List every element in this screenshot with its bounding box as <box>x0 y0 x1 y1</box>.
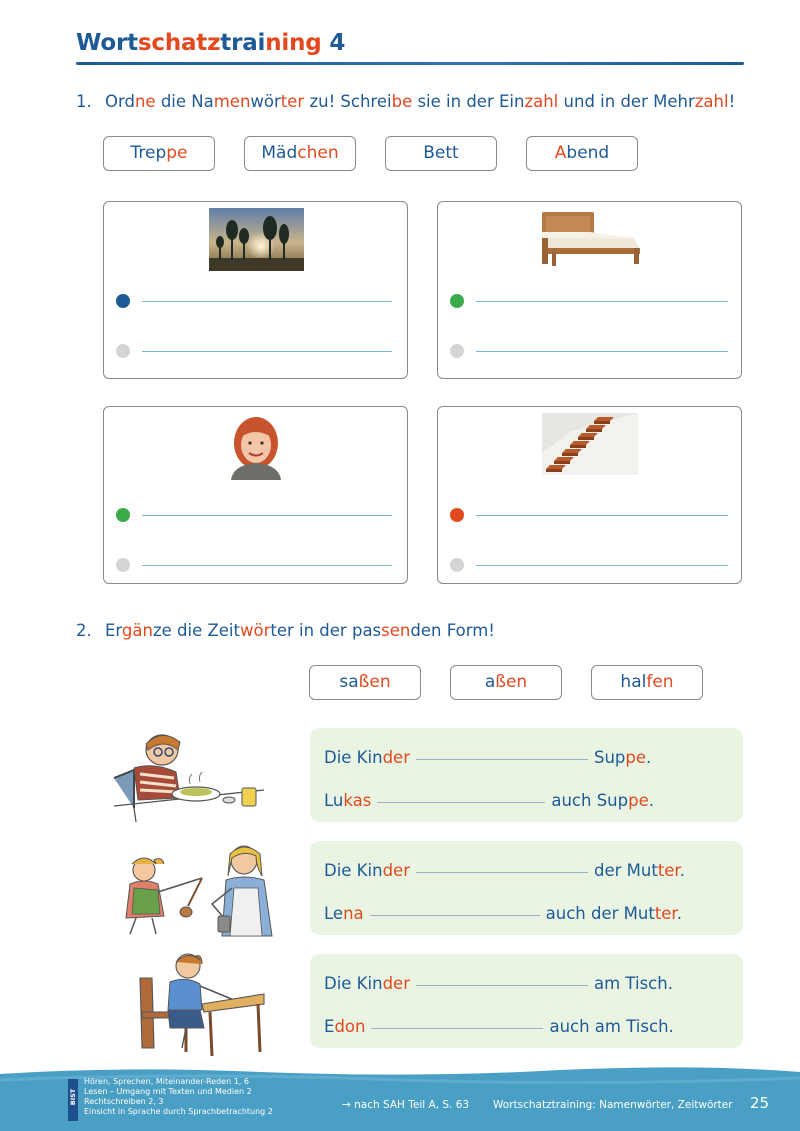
sentence-text <box>324 861 410 880</box>
text-segment: den Form! <box>410 621 495 640</box>
text-segment: a <box>484 672 496 692</box>
text-segment: 4 <box>321 30 346 56</box>
text-segment: . <box>679 861 685 880</box>
wooden-stairs-photo <box>542 413 638 475</box>
text-segment: zu! Schrei <box>304 92 392 111</box>
text-segment: der Mut <box>593 861 658 880</box>
verb-card-sassen[interactable] <box>309 665 421 700</box>
text-segment: A <box>554 143 567 163</box>
sentence-text <box>324 904 364 923</box>
sentence-box-2 <box>310 841 743 935</box>
title-underline <box>76 62 744 65</box>
singular-dot <box>116 508 130 522</box>
text-segment: Le <box>324 904 344 923</box>
plural-dot <box>116 344 130 358</box>
gap-line[interactable] <box>416 985 588 986</box>
plural-dot <box>116 558 130 572</box>
text-segment: Mäd <box>261 143 298 163</box>
text-segment: trai <box>220 30 266 56</box>
text-segment: Die Kin <box>324 861 383 880</box>
text-segment: don <box>334 1017 366 1036</box>
sentence-text <box>324 974 410 993</box>
gap-line[interactable] <box>370 915 540 916</box>
text-segment: Wort <box>76 30 138 56</box>
text-segment: Ord <box>105 92 135 111</box>
text-segment: ne <box>134 92 156 111</box>
standard-item: Hören, Sprechen, Miteinander-Reden 1, 6 <box>84 1077 249 1086</box>
text-segment: hal <box>620 672 647 692</box>
text-segment: sie in der Ein <box>412 92 525 111</box>
noun-card-abend <box>103 201 408 379</box>
sentence-text <box>594 861 685 880</box>
text-segment: . <box>676 904 682 923</box>
text-segment: bend <box>566 143 610 163</box>
text-segment: ßen <box>495 672 528 692</box>
word-card-bett[interactable] <box>385 136 497 171</box>
task-1-text <box>105 92 735 111</box>
sentence-text <box>551 791 654 810</box>
text-segment: wör <box>240 621 271 640</box>
task-1-instruction <box>76 92 735 111</box>
text-segment: pe <box>625 748 647 767</box>
plural-write-line[interactable] <box>142 565 392 566</box>
text-segment: ter <box>657 861 680 880</box>
sentence-text <box>549 1017 673 1036</box>
sentence-box-1 <box>310 728 743 822</box>
text-segment: Die Kin <box>324 974 383 993</box>
text-segment: be <box>391 92 413 111</box>
sentence-text <box>594 748 651 767</box>
plural-dot <box>450 558 464 572</box>
plural-dot <box>450 344 464 358</box>
plural-write-line[interactable] <box>476 565 728 566</box>
text-segment: sen <box>381 621 411 640</box>
text-segment: und in der Mehr <box>558 92 695 111</box>
noun-card-bett <box>437 201 742 379</box>
reference-link: → nach SAH Teil A, S. 63 <box>342 1099 470 1111</box>
text-segment: E <box>324 1017 335 1036</box>
gap-line[interactable] <box>416 872 588 873</box>
text-segment: pe <box>628 791 649 810</box>
text-segment: . <box>648 791 654 810</box>
text-segment: zahl <box>694 92 729 111</box>
text-segment: kas <box>343 791 372 810</box>
task-2-number: 2. <box>76 621 92 640</box>
singular-write-line[interactable] <box>142 301 392 302</box>
text-segment: zahl <box>524 92 559 111</box>
standard-item: Rechtschreiben 2, 3 <box>84 1097 164 1106</box>
text-segment: schatz <box>137 30 221 56</box>
sentence-3b <box>324 1017 674 1036</box>
sentence-1b <box>324 791 654 810</box>
singular-write-line[interactable] <box>476 301 728 302</box>
text-segment: Trep <box>130 143 167 163</box>
text-segment: am Tisch. <box>593 974 673 993</box>
sentence-text <box>324 791 371 810</box>
text-segment: Sup <box>593 748 626 767</box>
text-segment: men <box>213 92 251 111</box>
noun-card-treppe <box>437 406 742 584</box>
text-segment: Er <box>105 621 122 640</box>
page-number: 25 <box>750 1094 770 1112</box>
text-segment: ßen <box>358 672 391 692</box>
text-segment: Bett <box>423 143 459 163</box>
standards-list <box>84 1077 273 1117</box>
sentence-text <box>324 748 410 767</box>
gap-line[interactable] <box>377 802 545 803</box>
text-segment: Die Kin <box>324 748 383 767</box>
text-segment: Lu <box>324 791 344 810</box>
text-segment: ter <box>280 92 305 111</box>
noun-card-maedchen <box>103 406 408 584</box>
task-2-instruction <box>76 621 495 640</box>
task-1-number: 1. <box>76 92 92 111</box>
text-segment: ter <box>654 904 677 923</box>
verb-card-assen[interactable] <box>450 665 562 700</box>
singular-dot <box>116 294 130 308</box>
sentence-2a <box>324 861 685 880</box>
text-segment: auch am Tisch. <box>549 1017 674 1036</box>
plural-write-line[interactable] <box>142 351 392 352</box>
bist-badge: BIST <box>68 1079 78 1121</box>
text-segment: auch Sup <box>551 791 629 810</box>
sentence-2b <box>324 904 682 923</box>
text-segment: der <box>382 748 410 767</box>
text-segment: chen <box>297 143 339 163</box>
text-segment: die Na <box>155 92 214 111</box>
text-segment: pe <box>166 143 188 163</box>
sentence-1a <box>324 748 651 767</box>
boy-sitting-at-table-drawing <box>130 948 270 1058</box>
standard-item: Einsicht in Sprache durch Sprachbetrachtung 2 <box>84 1107 273 1116</box>
page-title <box>76 30 345 56</box>
text-segment: der <box>382 974 410 993</box>
text-segment: auch der Mut <box>545 904 655 923</box>
word-card-maedchen[interactable] <box>244 136 356 171</box>
sentence-text <box>594 974 673 993</box>
text-segment: fen <box>646 672 674 692</box>
wooden-bed-photo <box>536 208 642 268</box>
singular-write-line[interactable] <box>142 515 392 516</box>
footer-topic: Wortschatztraining: Namenwörter, Zeitwörter <box>493 1099 733 1111</box>
gap-line[interactable] <box>416 759 588 760</box>
task-2-text <box>105 621 495 640</box>
gap-line[interactable] <box>371 1028 543 1029</box>
text-segment: ning <box>265 30 322 56</box>
text-segment: der <box>382 861 410 880</box>
sunset-trees-photo <box>209 208 304 271</box>
sentence-3a <box>324 974 673 993</box>
text-segment: ze die Zeit <box>152 621 240 640</box>
sentence-text <box>546 904 682 923</box>
text-segment: ! <box>728 92 736 111</box>
text-segment: ter in der pas <box>270 621 382 640</box>
plural-write-line[interactable] <box>476 351 728 352</box>
children-helping-mother-drawing <box>106 842 286 939</box>
text-segment: gän <box>121 621 153 640</box>
singular-dot <box>450 294 464 308</box>
standard-item: Lesen – Umgang mit Texten und Medien 2 <box>84 1087 252 1096</box>
singular-write-line[interactable] <box>476 515 728 516</box>
verb-card-halfen[interactable] <box>591 665 703 700</box>
sentence-text <box>324 1017 365 1036</box>
text-segment: . <box>646 748 652 767</box>
word-card-treppe[interactable] <box>103 136 215 171</box>
text-segment: na <box>343 904 364 923</box>
girl-portrait-photo <box>221 413 291 480</box>
boy-eating-soup-drawing <box>104 728 269 823</box>
word-card-abend[interactable] <box>526 136 638 171</box>
text-segment: wör <box>250 92 281 111</box>
text-segment: sa <box>339 672 359 692</box>
sentence-box-3 <box>310 954 743 1048</box>
singular-dot <box>450 508 464 522</box>
